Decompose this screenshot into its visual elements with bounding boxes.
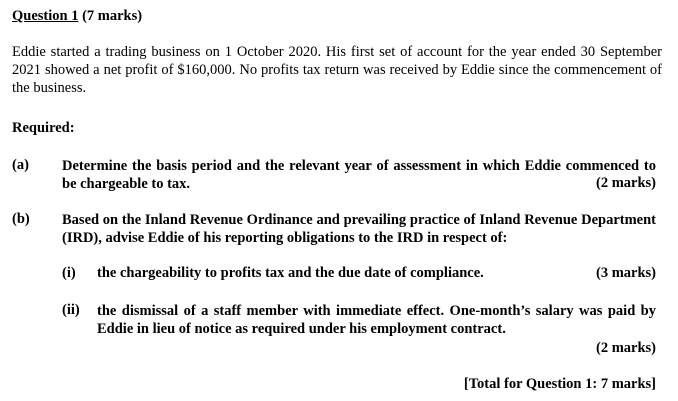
required-heading: Required: xyxy=(12,120,75,136)
part-b-i-text: the chargeability to profits tax and the due date of compliance. xyxy=(97,265,484,281)
question-title: Question 1 xyxy=(12,8,79,24)
part-b-i-marks: (3 marks) xyxy=(595,265,656,281)
part-a-marks: (2 marks) xyxy=(595,175,656,191)
question-marks-note: (7 marks) xyxy=(78,8,143,24)
part-a-text: Determine the basis period and the relevant year of assessment in which Eddie commenced to be chargeable to tax. xyxy=(62,158,656,192)
part-a-label: (a) xyxy=(12,157,29,173)
intro-paragraph: Eddie started a trading business on 1 October 2020. His first set of account for the year ended 30 September 2021 showed a net profit of $160,000. No profits tax return was received by Eddie since the commencement of the business. xyxy=(12,44,662,96)
part-b-ii-marks: (2 marks) xyxy=(595,340,656,356)
part-b-text: Based on the Inland Revenue Ordinance and prevailing practice of Inland Revenue Department (IRD), advise Eddie of his reporting obligations to the IRD in respect of: xyxy=(62,212,656,246)
total-marks: [Total for Question 1: 7 marks] xyxy=(463,376,656,392)
part-b-i-label: (i) xyxy=(62,265,76,281)
part-b-label: (b) xyxy=(12,211,30,227)
part-b-ii-label: (ii) xyxy=(62,302,80,318)
part-b-ii-text: the dismissal of a staff member with immediate effect. One-month’s salary was paid by Eddie in lieu of notice as required under his employment contract. xyxy=(97,303,656,337)
question-heading xyxy=(12,8,142,25)
